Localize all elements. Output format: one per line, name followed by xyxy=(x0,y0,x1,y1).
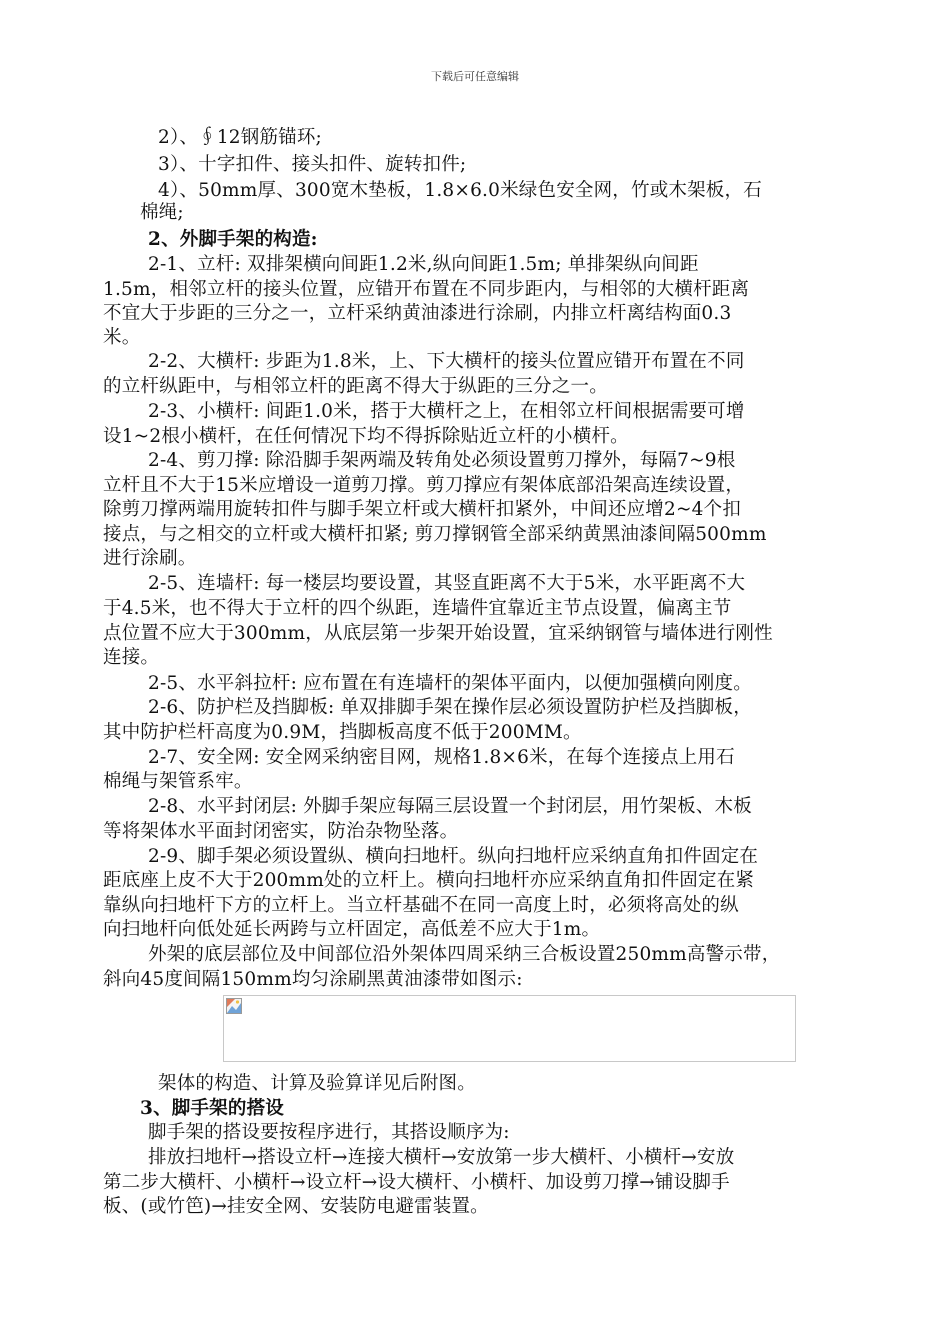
paragraph-line: 等将架体水平面封闭密实，防治杂物坠落。 xyxy=(103,821,459,842)
paragraph-line: 外架的底层部位及中间部位沿外架体四周采纳三合板设置250mm高警示带， xyxy=(148,944,781,965)
material-line: 3）、十字扣件、接头扣件、旋转扣件; xyxy=(158,154,467,175)
section-3-title: 3、脚手架的搭设 xyxy=(140,1098,284,1119)
paragraph-line: 第二步大横杆、小横杆→设立杆→设大横杆、小横杆、加设剪刀撑→铺设脚手 xyxy=(103,1172,730,1193)
paragraph-line: 排放扫地杆→搭设立杆→连接大横杆→安放第一步大横杆、小横杆→安放 xyxy=(148,1147,735,1168)
paragraph-line: 连接。 xyxy=(103,647,160,668)
paragraph-line: 2-5、水平斜拉杆: 应布置在有连墙杆的架体平面内，以便加强横向刚度。 xyxy=(148,673,752,694)
broken-image-icon xyxy=(226,998,242,1014)
material-line: 棉绳; xyxy=(140,202,184,223)
paragraph-line: 其中防护栏杆高度为0.9M，挡脚板高度不低于200MM。 xyxy=(103,722,582,743)
paragraph-line: 距底座上皮不大于200mm处的立杆上。横向扫地杆亦应采纳直角扣件固定在紧 xyxy=(103,870,755,891)
paragraph-line: 2-5、连墙杆: 每一楼层均要设置，其竖直距离不大于5米，水平距离不大 xyxy=(148,573,746,594)
paragraph-line: 立杆且不大于15米应增设一道剪刀撑。剪刀撑应有架体底部沿架高连续设置， xyxy=(103,475,745,496)
paragraph-line: 靠纵向扫地杆下方的立杆上。当立杆基础不在同一高度上时，必须将高处的纵 xyxy=(103,895,739,916)
paragraph-line: 2-7、安全网: 安全网采纳密目网，规格1.8×6米，在每个连接点上用石 xyxy=(148,747,735,768)
paragraph-line: 1.5m，相邻立杆的接头位置，应错开布置在不同步距内，与相邻的大横杆距离 xyxy=(103,279,750,300)
page-header: 下载后可任意编辑 xyxy=(431,70,519,83)
paragraph-line: 2-2、大横杆: 步距为1.8米，上、下大横杆的接头位置应错开布置在不同 xyxy=(148,351,745,372)
paragraph-line: 设1~2根小横杆，在任何情况下均不得拆除贴近立杆的小横杆。 xyxy=(103,426,629,447)
paragraph-line: 2-6、防护栏及挡脚板: 单双排脚手架在操作层必须设置防护栏及挡脚板， xyxy=(148,697,752,718)
section-2-title: 2、外脚手架的构造: xyxy=(148,229,318,250)
paragraph-line: 进行涂刷。 xyxy=(103,548,197,569)
paragraph-line: 斜向45度间隔150mm均匀涂刷黑黄油漆带如图示: xyxy=(103,969,523,990)
paragraph-line: 板、(或竹笆)→挂安全网、安装防电避雷装置。 xyxy=(103,1196,489,1217)
paragraph-line: 接点，与之相交的立杆或大横杆扣紧; 剪刀撑钢管全部采纳黄黑油漆间隔500mm xyxy=(103,524,767,545)
paragraph-line: 脚手架的搭设要按程序进行，其搭设顺序为: xyxy=(148,1122,510,1143)
paragraph-line: 2-3、小横杆: 间距1.0米，搭于大横杆之上，在相邻立杆间根据需要可增 xyxy=(148,401,745,422)
paragraph-line: 向扫地杆向低处延长两跨与立杆固定，高低差不应大于1m。 xyxy=(103,919,601,940)
paragraph-line: 于4.5米，也不得大于立杆的四个纵距，连墙件宜靠近主节点设置，偏离主节 xyxy=(103,598,732,619)
paragraph-line: 棉绳与架管系牢。 xyxy=(103,771,253,792)
paragraph-line: 2-9、脚手架必须设置纵、横向扫地杆。纵向扫地杆应采纳直角扣件固定在 xyxy=(148,846,759,867)
paragraph-line: 米。 xyxy=(103,327,141,348)
paragraph-line: 2-8、水平封闭层: 外脚手架应每隔三层设置一个封闭层，用竹架板、木板 xyxy=(148,796,752,817)
paragraph-line: 架体的构造、计算及验算详见后附图。 xyxy=(158,1073,476,1094)
paragraph-line: 点位置不应大于300mm，从底层第一步架开始设置，宜采纳钢管与墙体进行刚性 xyxy=(103,623,773,644)
material-line: 2）、∮12钢筋锚环; xyxy=(158,127,322,148)
material-line: 4）、50mm厚、300宽木垫板，1.8×6.0米绿色安全网，竹或木架板，石 xyxy=(158,180,762,201)
paragraph-line: 的立杆纵距中，与相邻立杆的距离不得大于纵距的三分之一。 xyxy=(103,376,608,397)
paragraph-line: 2-4、剪刀撑: 除沿脚手架两端及转角处必须设置剪刀撑外，每隔7~9根 xyxy=(148,450,736,471)
paragraph-line: 2-1、立杆: 双排架横向间距1.2米,纵向间距1.5m; 单排架纵向间距 xyxy=(148,254,699,275)
paragraph-line: 不宜大于步距的三分之一，立杆采纳黄油漆进行涂刷，内排立杆离结构面0.3 xyxy=(103,303,732,324)
paragraph-line: 除剪刀撑两端用旋转扣件与脚手架立杆或大横杆扣紧外，中间还应增2~4个扣 xyxy=(103,499,742,520)
broken-image-placeholder xyxy=(223,995,796,1062)
